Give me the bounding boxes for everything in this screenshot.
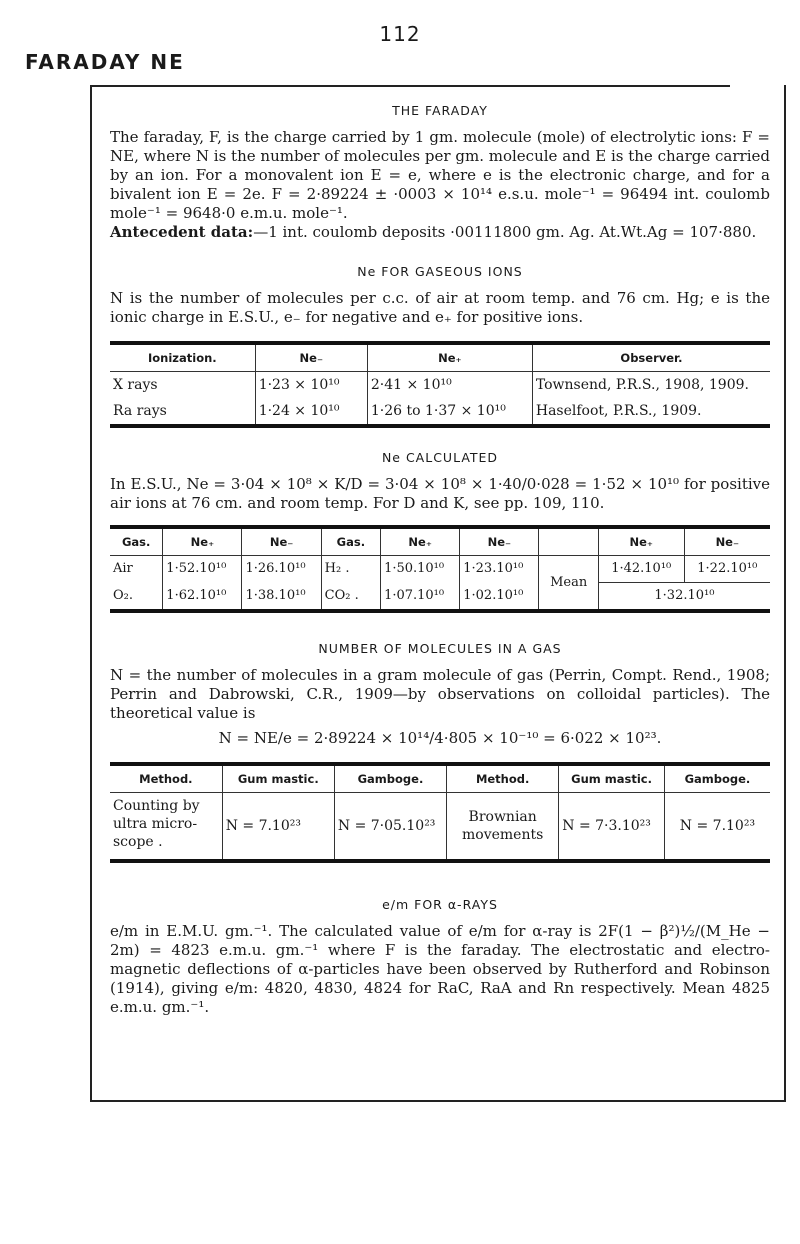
col-header: Ne₋ — [255, 343, 367, 372]
table-cell: Townsend, P.R.S., 1908, 1909. — [535, 377, 749, 393]
table-cell: Air — [110, 556, 163, 583]
col-header: Ionization. — [110, 343, 255, 372]
col-header: Ne₊ — [381, 527, 460, 556]
table-cell: 1·50.10¹⁰ — [381, 556, 460, 583]
col-header: Gas. — [110, 527, 163, 556]
table-cell: X rays — [110, 372, 255, 399]
col-header: Gas. — [321, 527, 380, 556]
table-cell: 1·24 × 10¹⁰ — [255, 398, 367, 426]
table-cell: 1·22.10¹⁰ — [684, 556, 770, 583]
col-header: Ne₊ — [598, 527, 684, 556]
col-header: Method. — [110, 764, 222, 793]
col-header — [539, 527, 598, 556]
page-content — [110, 95, 770, 1017]
table-cell: H₂ . — [321, 556, 380, 583]
col-header: Gum mastic. — [222, 764, 334, 793]
antecedent-label: Antecedent data: — [110, 223, 254, 241]
page-number: 112 — [379, 22, 421, 46]
table-cell: 1·23 × 10¹⁰ — [255, 372, 367, 399]
table-cell: N = 7.10²³ — [222, 793, 334, 862]
table-cell: 2·41 × 10¹⁰ — [367, 372, 532, 399]
alpha-rays-paragraph: e/m in E.M.U. gm.⁻¹. The calculated value of e/m for α-ray is 2F(1 − β²)½/(M_He − 2m) = 4823 e.m.u. gm.⁻¹ where F is the faraday. The electrostatic and electro-magnetic deflections of α-particles have been observed by Rutherford and Robinson (1914), giving e/m: 4820, 4830, 4824 for RaC, RaA and Rn respectively. Mean 4825 e.m.u. gm.⁻¹. — [110, 922, 770, 1016]
ne-calculated-paragraph: In E.S.U., Ne = 3·04 × 10⁸ × K/D = 3·04 × 10⁸ × 1·40/0·028 = 1·52 × 10¹⁰ for positive air ions at 76 cm. and room temp. For D and K, see pp. 109, 110. — [110, 475, 770, 512]
table-cell: Brownian movements — [447, 793, 559, 862]
col-header: Ne₋ — [460, 527, 539, 556]
molecules-paragraph: N = the number of molecules in a gram molecule of gas (Perrin, Compt. Rend., 1908; Perrin and Dabrowski, C.R., 1909—by observations on colloidal particles). The theoretical value is — [110, 666, 770, 722]
table-cell: 1·07.10¹⁰ — [381, 583, 460, 612]
table-cell: Counting by ultra micro-scope . — [110, 793, 222, 862]
section-heading-gaseous-ions: Ne FOR GASEOUS IONS — [357, 264, 523, 279]
table-cell: 1·26 to 1·37 × 10¹⁰ — [367, 398, 532, 426]
col-header: Ne₊ — [163, 527, 242, 556]
antecedent-paragraph — [110, 223, 770, 242]
mean-label: Mean — [539, 556, 598, 612]
section-heading-alpha-rays: e/m FOR α-RAYS — [382, 897, 498, 912]
table-cell: 1·26.10¹⁰ — [242, 556, 321, 583]
molecules-equation: N = NE/e = 2·89224 × 10¹⁴/4·805 × 10⁻¹⁰ = 6·022 × 10²³. — [218, 729, 662, 747]
col-header: Ne₋ — [242, 527, 321, 556]
faraday-paragraph: The faraday, F, is the charge carried by 1 gm. molecule (mole) of electrolytic ions: F = NE, where N is the number of molecules per gm. molecule and E is the charge carried by an ion. For a monovalent ion E = e, where e is the electronic charge, and for a bivalent ion E = 2e. F = 2·89224 ± ·0003 × 10¹⁴ e.s.u. mole⁻¹ = 96494 int. coulomb mole⁻¹ = 9648·0 e.m.u. mole⁻¹. — [110, 128, 770, 222]
table-cell: N = 7.10²³ — [679, 818, 756, 834]
table-cell: 1·02.10¹⁰ — [460, 583, 539, 612]
col-header: Method. — [447, 764, 559, 793]
running-head: FARADAY NE — [25, 50, 185, 74]
table-cell: 1·32.10¹⁰ — [654, 588, 715, 603]
col-header: Ne₊ — [367, 343, 532, 372]
col-header: Gum mastic. — [559, 764, 665, 793]
col-header: Gamboge. — [334, 764, 446, 793]
section-heading-ne-calculated: Ne CALCULATED — [381, 450, 499, 465]
table-cell: 1·42.10¹⁰ — [598, 556, 684, 583]
table-cell: Haselfoot, P.R.S., 1909. — [535, 403, 702, 419]
table-cell: N = 7·3.10²³ — [559, 793, 665, 862]
gaseous-ions-table — [110, 341, 770, 428]
col-header: Gamboge. — [684, 772, 751, 786]
col-header: Ne₋ — [715, 535, 740, 549]
antecedent-text: —1 int. coulomb deposits ·00111800 gm. Ag. At.Wt.Ag = 107·880. — [253, 223, 757, 241]
table-cell: 1·62.10¹⁰ — [163, 583, 242, 612]
table-cell: N = 7·05.10²³ — [334, 793, 446, 862]
section-heading-faraday: THE FARADAY — [392, 103, 488, 118]
table-cell: O₂. — [110, 583, 163, 612]
col-header: Observer. — [620, 351, 683, 365]
section-heading-molecules: NUMBER OF MOLECULES IN A GAS — [318, 641, 562, 656]
ne-calculated-table — [110, 525, 770, 613]
table-cell: 1·38.10¹⁰ — [242, 583, 321, 612]
table-cell: CO₂ . — [321, 583, 380, 612]
gaseous-ions-paragraph: N is the number of molecules per c.c. of air at room temp. and 76 cm. Hg; e is the ionic charge in E.S.U., e₋ for negative and e₊ for positive ions. — [110, 289, 770, 326]
table-cell: Ra rays — [110, 398, 255, 426]
table-cell: 1·23.10¹⁰ — [460, 556, 539, 583]
table-cell: 1·52.10¹⁰ — [163, 556, 242, 583]
molecules-table — [110, 762, 770, 863]
